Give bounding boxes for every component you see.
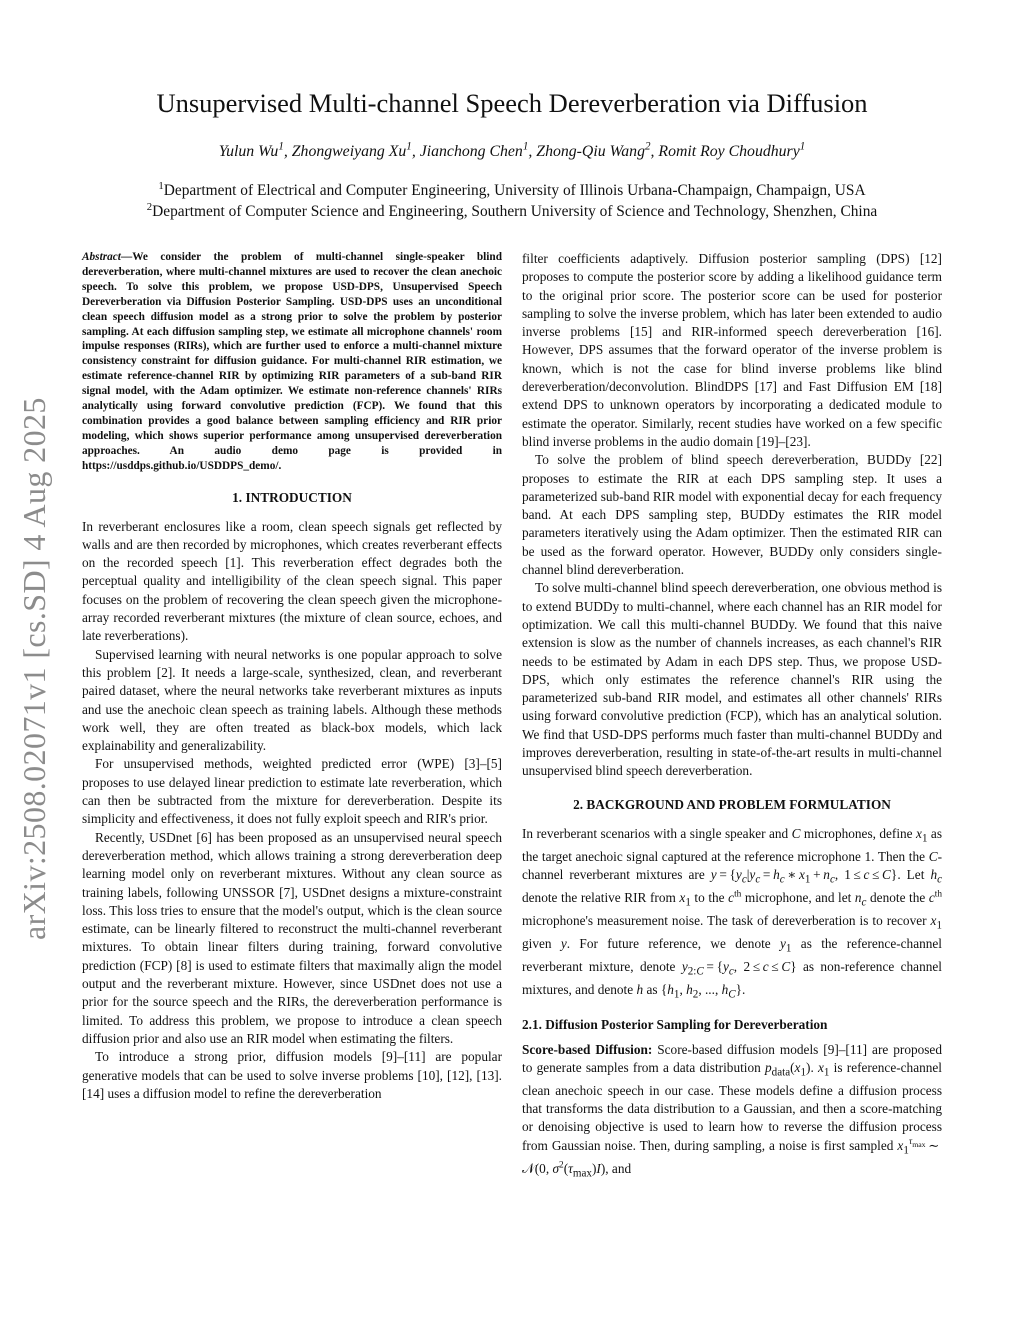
author-affiliation-mark: 1 (799, 140, 806, 153)
intro-paragraph: To introduce a strong prior, diffusion models [9]–[11] are popular generative models that can be used to solve inverse problems [10], [12], [13]. [14] uses a diffusion model to refine the dereverberation (82, 1049, 502, 1101)
intro-paragraph: Recently, USDnet [6] has been proposed as an unsupervised neural speech dereverberation method, which allows training a strong dereverberation deep learning model only on reverberant mixtures. Without any clean source as training labels, following UNSSOR [7], USDnet designs a mixture-constraint loss. This loss tries to ensure that the model's output, which is the clean source estimate, can be linearly filtered to reconstruct the multi-channel reverberant mixtures. To obtain linear filters during training, forward convolutive prediction (FCP) [8] is used to estimate filters that maximally align the model output and the reverberant mixture. However, since USDnet does not use a prior for the source speech and the RIRs, the dereverberation performance is limited. To address this problem, we propose to introduce a clean speech diffusion prior and also use an RIR model when estimating the filters. (82, 829, 502, 1046)
section-heading-introduction: 1. INTRODUCTION (232, 489, 352, 505)
author-name: Romit Roy Choudhury (658, 143, 800, 160)
score-diffusion-paragraph: Score-based Diffusion: Score-based diffusion models [9]–[11] are proposed to generate samples from a data distribution $p_{data}(x_1)$. $x_1$ is reference-channel clean anechoic speech in our case. These models define a diffusion process that transforms the data distribution to a Gaussian, and then a score-matching or denoising objective is used to learn how to reverse the diffusion process from Gaussian noise. Then, during sampling, a noise is first sampled $x_1^{\tau_{max}}$ ∼ 𝒩(0, $\sigma^2(\tau_{max})I$), and (522, 1041, 942, 1180)
author-affiliation-mark: 1 (522, 140, 529, 153)
author-name: Yulun Wu (218, 143, 279, 160)
abstract-text: —We consider the problem of multi-channel single-speaker blind dereverberation, where multi-channel mixtures are used to recover the clean anechoic speech. To solve this problem, we propose USD-DPS, Unsupervised Speech Dereverberation via Diffusion Posterior Sampling. USD-DPS uses an unconditional clean speech diffusion model as a strong prior to solve the problem by posterior sampling. At each diffusion sampling step, we estimate all microphone channels' room impulse responses (RIRs), which are further used to enforce a multi-channel mixture consistency constraint for diffusion guidance. For multi-channel RIR estimation, we estimate reference-channel RIR by optimizing RIR parameters of a sub-band RIR signal model, with the Adam optimizer. We estimate non-reference channels' RIRs analytically using forward convolutive prediction (FCP). We found that this combination provides a good balance between sampling efficiency and RIR prior modeling, which shows superior performance among unsupervised dereverberation approaches. An audio demo page is provided in https://usddps.github.io/USDDPS_demo/. (82, 251, 502, 472)
paper-title: Unsupervised Multi-channel Speech Dereverberation via Diffusion (156, 88, 868, 118)
affiliation-text: Department of Electrical and Computer Engineering, University of Illinois Urbana-Champaign, Champaign, USA (163, 182, 866, 199)
body-paragraph: To solve multi-channel blind speech dereverberation, one obvious method is to extend BUDDy to multi-channel, where each channel has an RIR model for optimization. We call this multi-channel BUDDy. We found that this naive extension is slow as the number of channels increases, as each channel's RIR needs to be estimated by Adam in each DPS step. Thus, we propose USD-DPS, which only estimates the reference channel's RIR using the parameterized sub-band RIR model, and estimates all other channels' RIRs using forward convolutive prediction (FCP), which has an analytical solution. We find that USD-DPS performs much faster than multi-channel BUDDy and improves dereverberation, resulting in state-of-the-art results in multi-channel unsupervised blind speech dereverberation. (522, 580, 942, 779)
intro-paragraph: In reverberant enclosures like a room, clean speech signals get reflected by walls and are then recorded by microphones, which creates reverberant effects on the recorded speech [1]. This reverberation effect degrades both the perceptual quality and intelligibility of the clean speech signal. This paper focuses on the problem of recovering the clean speech given the microphone-array recorded reverberant mixtures (the mixture of clean source, echoes, and late reverberations). (82, 518, 502, 644)
affiliation-mark: 2 (146, 200, 153, 213)
author-list: Yulun Wu$^1$, Zhongweiyang Xu$^1$, Jianchong Chen$^1$, Zhong-Qiu Wang$^2$, Romit Roy Choudhury$^1$ (218, 140, 806, 160)
abstract-label: Abstract (82, 251, 121, 263)
right-column (522, 250, 942, 1183)
affiliation-text: Department of Computer Science and Engineering, Southern University of Science and Technology, Shenzhen, China (152, 203, 878, 220)
intro-paragraph: For unsupervised methods, weighted predicted error (WPE) [3]–[5] proposes to use delayed linear prediction to estimate late reverberation, which can then be subtracted from the mixture for dereverberation. Despite its simplicity and effectiveness, it does not fully exploit speech and RIR's prior. (82, 756, 502, 827)
subsection-heading-dps: 2.1. Diffusion Posterior Sampling for Dereverberation (522, 1016, 828, 1032)
body-paragraph: filter coefficients adaptively. Diffusion posterior sampling (DPS) [12] proposes to compute the posterior score by adding a likelihood guidance term to the original prior score. The posterior score can be used for posterior sampling to solve the inverse problem, which has later been extended to audio inverse problems [15] and RIR-informed speech dereverberation [16]. However, DPS assumes that the forward operator of the inverse problem is known, which is not the case for blind inverse problems like blind dereverberation/deconvolution. BlindDPS [17] and Fast Diffusion EM [18] extend DPS to unknown operators by incorporating a dedicated module to estimate the operator. Similarly, recent studies have worked on a few specific blind inverse problems in the audio domain [19]–[23]. (522, 251, 942, 449)
run-in-heading: Score-based Diffusion: (522, 1041, 653, 1057)
section-heading-background: 2. BACKGROUND AND PROBLEM FORMULATION (573, 796, 891, 812)
author-name: Zhongweiyang Xu (291, 143, 407, 160)
author-affiliation-mark: 1 (406, 140, 412, 153)
arxiv-identifier: arXiv:2508.02071v1 [cs.SD] 4 Aug 2025 (16, 397, 52, 940)
left-column (82, 250, 502, 1103)
affiliation-mark: 1 (158, 179, 164, 192)
affiliation-2 (0, 200, 1024, 221)
affiliation-1 (0, 179, 1024, 200)
author-name: Zhong-Qiu Wang (536, 143, 645, 160)
author-affiliation-mark: 2 (644, 140, 651, 153)
author-affiliation-mark: 1 (278, 140, 284, 153)
background-paragraph: In reverberant scenarios with a single speaker and C microphones, define $x_1$ as the target anechoic signal captured at the reference microphone 1. Then the C-channel reverberant mixtures are $y = \{y_c|y_c = h_c$ ∗ $x_1 + n_c$, 1 ≤ c ≤ C}. Let $h_c$ denote the relative RIR from $x_1$ to the $c^{th}$ microphone, and let $n_c$ denote the $c^{th}$ microphone's measurement noise. The task of dereverberation is to recover $x_1$ given y. For future reference, we denote $y_1$ as the reference-channel reverberant mixture, denote $y_{2:C} = \{y_c$, 2 ≤ c ≤ C} as non-reference channel mixtures, and denote h as {$h_1$, $h_2$, ..., $h_C$}. (522, 825, 943, 1001)
author-name: Jianchong Chen (419, 143, 523, 160)
abstract (82, 250, 502, 474)
body-paragraph: To solve the problem of blind speech dereverberation, BUDDy [22] proposes to estimate the RIR at each DPS sampling step. It uses a parameterized sub-band RIR model with exponential decay for each frequency band. At each DPS sampling step, BUDDy estimates the RIR model parameters iteratively using the Adam optimizer. Then the estimated RIR can be used as the forward operator. However, BUDDy only considers single-channel blind dereverberation. (522, 452, 942, 578)
intro-paragraph: Supervised learning with neural networks is one popular approach to solve this problem [2]. It needs a large-scale, synthesized, clean, and reverberant paired dataset, where the neural networks take reverberant mixtures as inputs and use the anechoic clean speech as training labels. Although these methods work well, they are often treated as black-box models, which lack explainability and generalizability. (82, 646, 502, 754)
